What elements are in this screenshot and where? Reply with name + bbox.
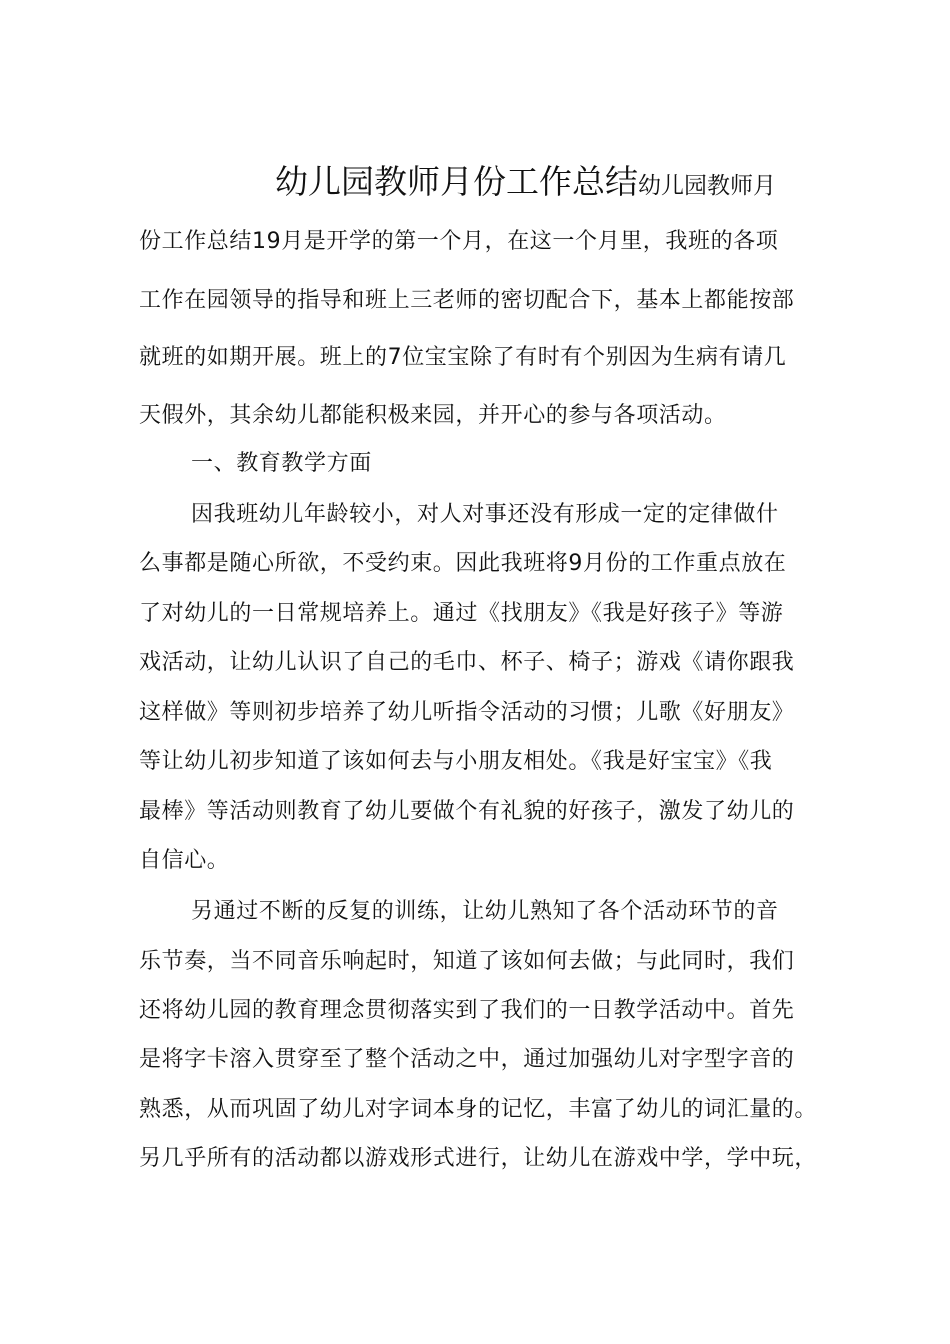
document-title-line: [275, 162, 835, 208]
body-line: 还将幼儿园的教育理念贯彻落实到了我们的一日教学活动中。首先: [139, 998, 795, 1023]
body-line: 等让幼儿初步知道了该如何去与小朋友相处。《我是好宝宝》《我: [139, 749, 773, 774]
body-line: 另通过不断的反复的训练，让幼儿熟知了各个活动环节的音: [191, 899, 779, 924]
body-line: 工作在园领导的指导和班上三老师的密切配合下，基本上都能按部: [139, 288, 795, 313]
body-line: 这样做》等则初步培养了幼儿听指令活动的习惯；儿歌《好朋友》: [139, 700, 795, 725]
body-line: 就班的如期开展。班上的7位宝宝除了有时有个别因为生病有请几: [139, 345, 787, 370]
body-line: 了对幼儿的一日常规培养上。通过《找朋友》《我是好孩子》等游: [139, 601, 784, 626]
body-line: 自信心。: [139, 848, 230, 873]
document-title-continuation: 幼儿园教师月: [638, 173, 776, 199]
section-heading: 一、教育教学方面: [191, 451, 372, 476]
body-line: 熟悉，从而巩固了幼儿对字词本身的记忆，丰富了幼儿的词汇量的。: [139, 1097, 818, 1122]
body-line: 最棒》等活动则教育了幼儿要做个有礼貌的好孩子，激发了幼儿的: [139, 799, 795, 824]
body-line: 份工作总结19月是开学的第一个月，在这一个月里，我班的各项: [139, 229, 779, 254]
body-line: 是将字卡溶入贯穿至了整个活动之中，通过加强幼儿对字型字音的: [139, 1047, 795, 1072]
body-line: 另几乎所有的活动都以游戏形式进行，让幼儿在游戏中学，学中玩，: [139, 1146, 818, 1171]
body-line: 乐节奏，当不同音乐响起时，知道了该如何去做；与此同时，我们: [139, 949, 795, 974]
body-line: 因我班幼儿年龄较小，对人对事还没有形成一定的定律做什: [191, 502, 779, 527]
document-title: 幼儿园教师月份工作总结: [275, 162, 638, 201]
body-line: 戏活动，让幼儿认识了自己的毛巾、杯子、椅子；游戏《请你跟我: [139, 650, 795, 675]
body-line: 么事都是随心所欲，不受约束。因此我班将9月份的工作重点放在: [139, 551, 787, 576]
body-line: 天假外，其余幼儿都能积极来园，并开心的参与各项活动。: [139, 403, 727, 428]
